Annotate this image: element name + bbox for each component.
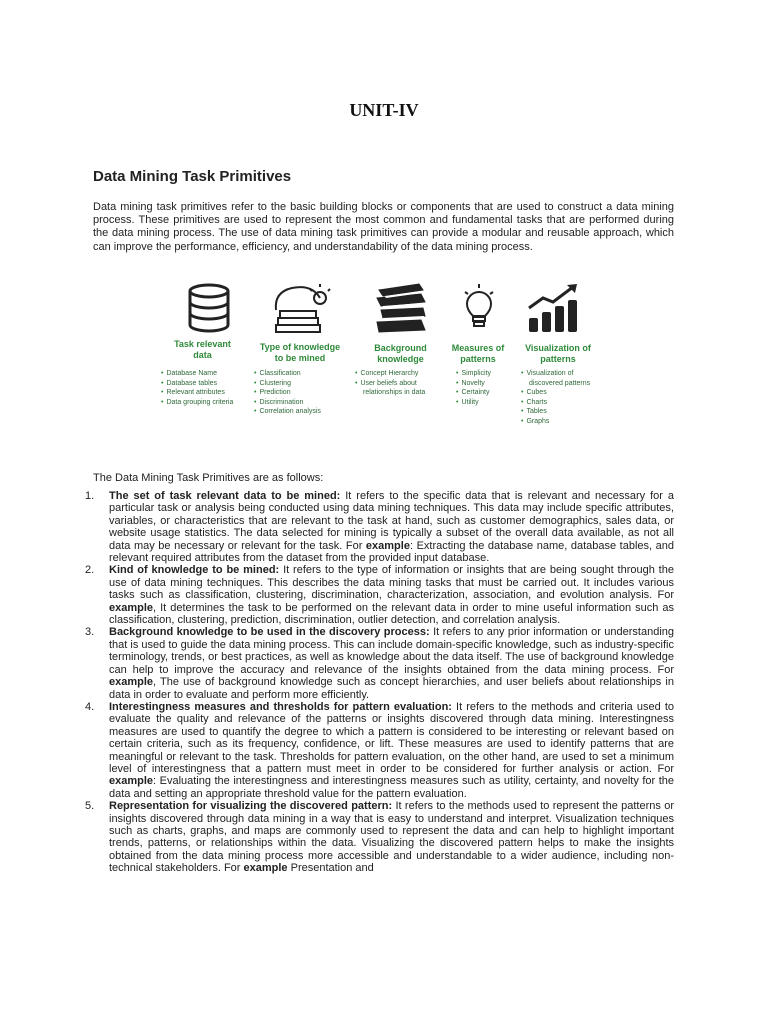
bold-text: Interestingness measures and thresholds for pattern evaluation: <box>109 700 452 713</box>
figure-label-task-relevant-data <box>155 339 250 361</box>
bar-chart-icon <box>525 282 583 334</box>
list-item: • Tables <box>521 407 590 417</box>
list-item: • Clustering <box>254 379 321 389</box>
list-item: • Correlation analysis <box>254 407 321 417</box>
primitive-item <box>85 701 674 800</box>
body-text: It refers to the methods used to represent the patterns or insights discovered through data mining in a way that is easy to understand and interpret. Visualization techniques such as charts, graphs, and maps are commonly used to represent the data and can help to highlight important trends, patterns, or relationships within the data. Visualizing the discovered pattern helps to make the insights obtained from the data mining process more accessible and understandable to a wider audience, including non-technical stakeholders. For <box>109 800 674 875</box>
figure-list-visualization-of-patterns <box>521 369 590 426</box>
lightbulb-icon <box>462 282 496 332</box>
primitive-item <box>85 564 674 626</box>
figure-label-background-knowledge <box>353 343 448 365</box>
list-item: • Database tables <box>161 379 233 389</box>
item-number: 5. <box>85 800 95 813</box>
item-number: 1. <box>85 490 95 502</box>
primitive-item <box>85 800 674 874</box>
list-item: • Classification <box>254 369 321 379</box>
label-line: Background <box>374 343 427 353</box>
book-lightbulb-icon <box>272 282 332 338</box>
label-line: patterns <box>540 354 576 364</box>
list-item: • Data grouping criteria <box>161 398 233 408</box>
figure-list-task-relevant-data <box>161 369 233 407</box>
bold-text: Background knowledge to be used in the discovery process: <box>109 626 430 639</box>
database-icon <box>185 282 233 334</box>
figure-list-type-of-knowledge <box>254 369 321 417</box>
bold-text: example <box>243 862 288 875</box>
item-number: 4. <box>85 700 95 713</box>
list-item: • Charts <box>521 398 590 408</box>
body-text: It refers to the specific data that is relevant and necessary for a particular task or analysis being conducted using data mining techniques. This data may include specific attributes, variables, or characteristics that are relevant to the task at hand, such as customer demographics, sales data, or website usage statistics. The data selected for mining is typically a subset of the overall data available, as not all data may be necessary or relevant for the task. For <box>109 490 674 552</box>
primitives-list <box>85 490 674 875</box>
book-stack-icon <box>373 282 429 336</box>
list-item: • Database Name <box>161 369 233 379</box>
body-text: It refers to the methods and criteria used to evaluate the quality and relevance of the patterns or insights discovered through data mining. Interestingness measures are used to quantify the degree to which a pattern is considered to be interesting or relevant based on certain criteria, such as its frequency, confidence, or lift. These measures are used to identify patterns that are meaningful or relevant to the task. Thresholds for pattern evaluation, on the other hand, are used to set a minimum level of interestingness that a pattern must meet in order to be considered for further analysis or action. For <box>109 700 674 775</box>
list-item: • Certainty <box>456 388 491 398</box>
label-line: Type of knowledge <box>259 342 341 352</box>
list-item: • Utility <box>456 398 491 408</box>
bold-text: example <box>109 601 154 614</box>
list-item: relationships in data <box>363 389 426 396</box>
label-line: Visualization of <box>525 343 591 353</box>
body-text: It refers to the type of information or insights that are being sought through the use of data mining techniques. This describes the data mining tasks that must be carried out. It includes various tasks such as classification, clustering, discrimination, characterization, association, and evolution analysis. For <box>109 564 674 602</box>
list-item: • Concept Hierarchy <box>355 369 425 379</box>
bold-text: example <box>109 676 154 689</box>
label-line: to be mined <box>274 353 326 363</box>
item-number: 2. <box>85 564 95 577</box>
body-text: , It determines the task to be performed on the relevant data in order to mine useful information such as classification, clustering, prediction, discrimination, outlier detection, and correlation analysis. <box>109 601 674 627</box>
bold-text: Kind of knowledge to be mined: <box>109 564 280 577</box>
list-item: • Graphs <box>521 417 590 427</box>
label-line: Task relevant <box>174 339 231 349</box>
figure-list-background-knowledge <box>355 369 425 398</box>
bold-text: example <box>109 775 154 788</box>
list-item: • Simplicity <box>456 369 491 379</box>
lead-sentence: The Data Mining Task Primitives are as follows: <box>93 472 324 484</box>
body-text: : Evaluating the interestingness and interestingness measures such as utility, certainty, and novelty for the data and setting an appropriate threshold value for the pattern evaluation. <box>109 775 674 800</box>
body-text: : Extracting the database name, database tables, and relevant required attributes from the dataset from the provided input database. <box>109 539 674 565</box>
list-item: • Novelty <box>456 379 491 389</box>
figure-label-visualization-of-patterns <box>515 343 601 365</box>
section-heading: Data Mining Task Primitives <box>93 168 292 185</box>
label-line: patterns <box>460 354 496 364</box>
figure-list-measures-of-patterns <box>456 369 491 407</box>
list-item: • Discrimination <box>254 398 321 408</box>
list-item: • Relevant attributes <box>161 388 233 398</box>
body-text: It refers to any prior information or understanding that is used to guide the data mining process. This can include domain-specific knowledge, such as industry-specific terminology, trends, or best practices, as well as knowledge about the data itself. The use of background knowledge can help to improve the accuracy and relevance of the insights obtained from the data mining process. For <box>109 626 674 676</box>
figure-label-measures-of-patterns <box>440 343 516 365</box>
bold-text: The set of task relevant data to be mined: <box>109 490 341 502</box>
list-item: discovered patterns <box>529 379 591 387</box>
list-item: • User beliefs about <box>355 379 425 389</box>
primitive-item <box>85 626 674 700</box>
bold-text: example <box>365 539 410 552</box>
list-item: • Prediction <box>254 388 321 398</box>
label-line: knowledge <box>377 354 424 364</box>
body-text: Presentation and <box>287 862 374 875</box>
primitive-item <box>85 490 674 564</box>
item-number: 3. <box>85 626 95 639</box>
label-line: Measures of <box>451 343 505 353</box>
list-item: • Visualization of <box>521 369 590 379</box>
task-primitives-figure <box>155 282 615 432</box>
unit-title: UNIT-IV <box>349 100 419 120</box>
body-text: , The use of background knowledge such as concept hierarchies, and user beliefs about relationships in data in order to evaluate and perform more efficiently. <box>109 676 674 701</box>
intro-paragraph: Data mining task primitives refer to the basic building blocks or components that are used to construct a data mining process. These primitives are used to represent the most common and fundamental tasks that are performed during the data mining process. The use of data mining task primitives can provide a modular and reusable approach, which can improve the performance, efficiency, and understandability of the data mining process. <box>93 201 674 253</box>
bold-text: Representation for visualizing the discovered pattern: <box>109 800 393 813</box>
label-line: data <box>193 350 212 360</box>
figure-label-type-of-knowledge <box>250 342 350 364</box>
list-item: • Cubes <box>521 388 590 398</box>
